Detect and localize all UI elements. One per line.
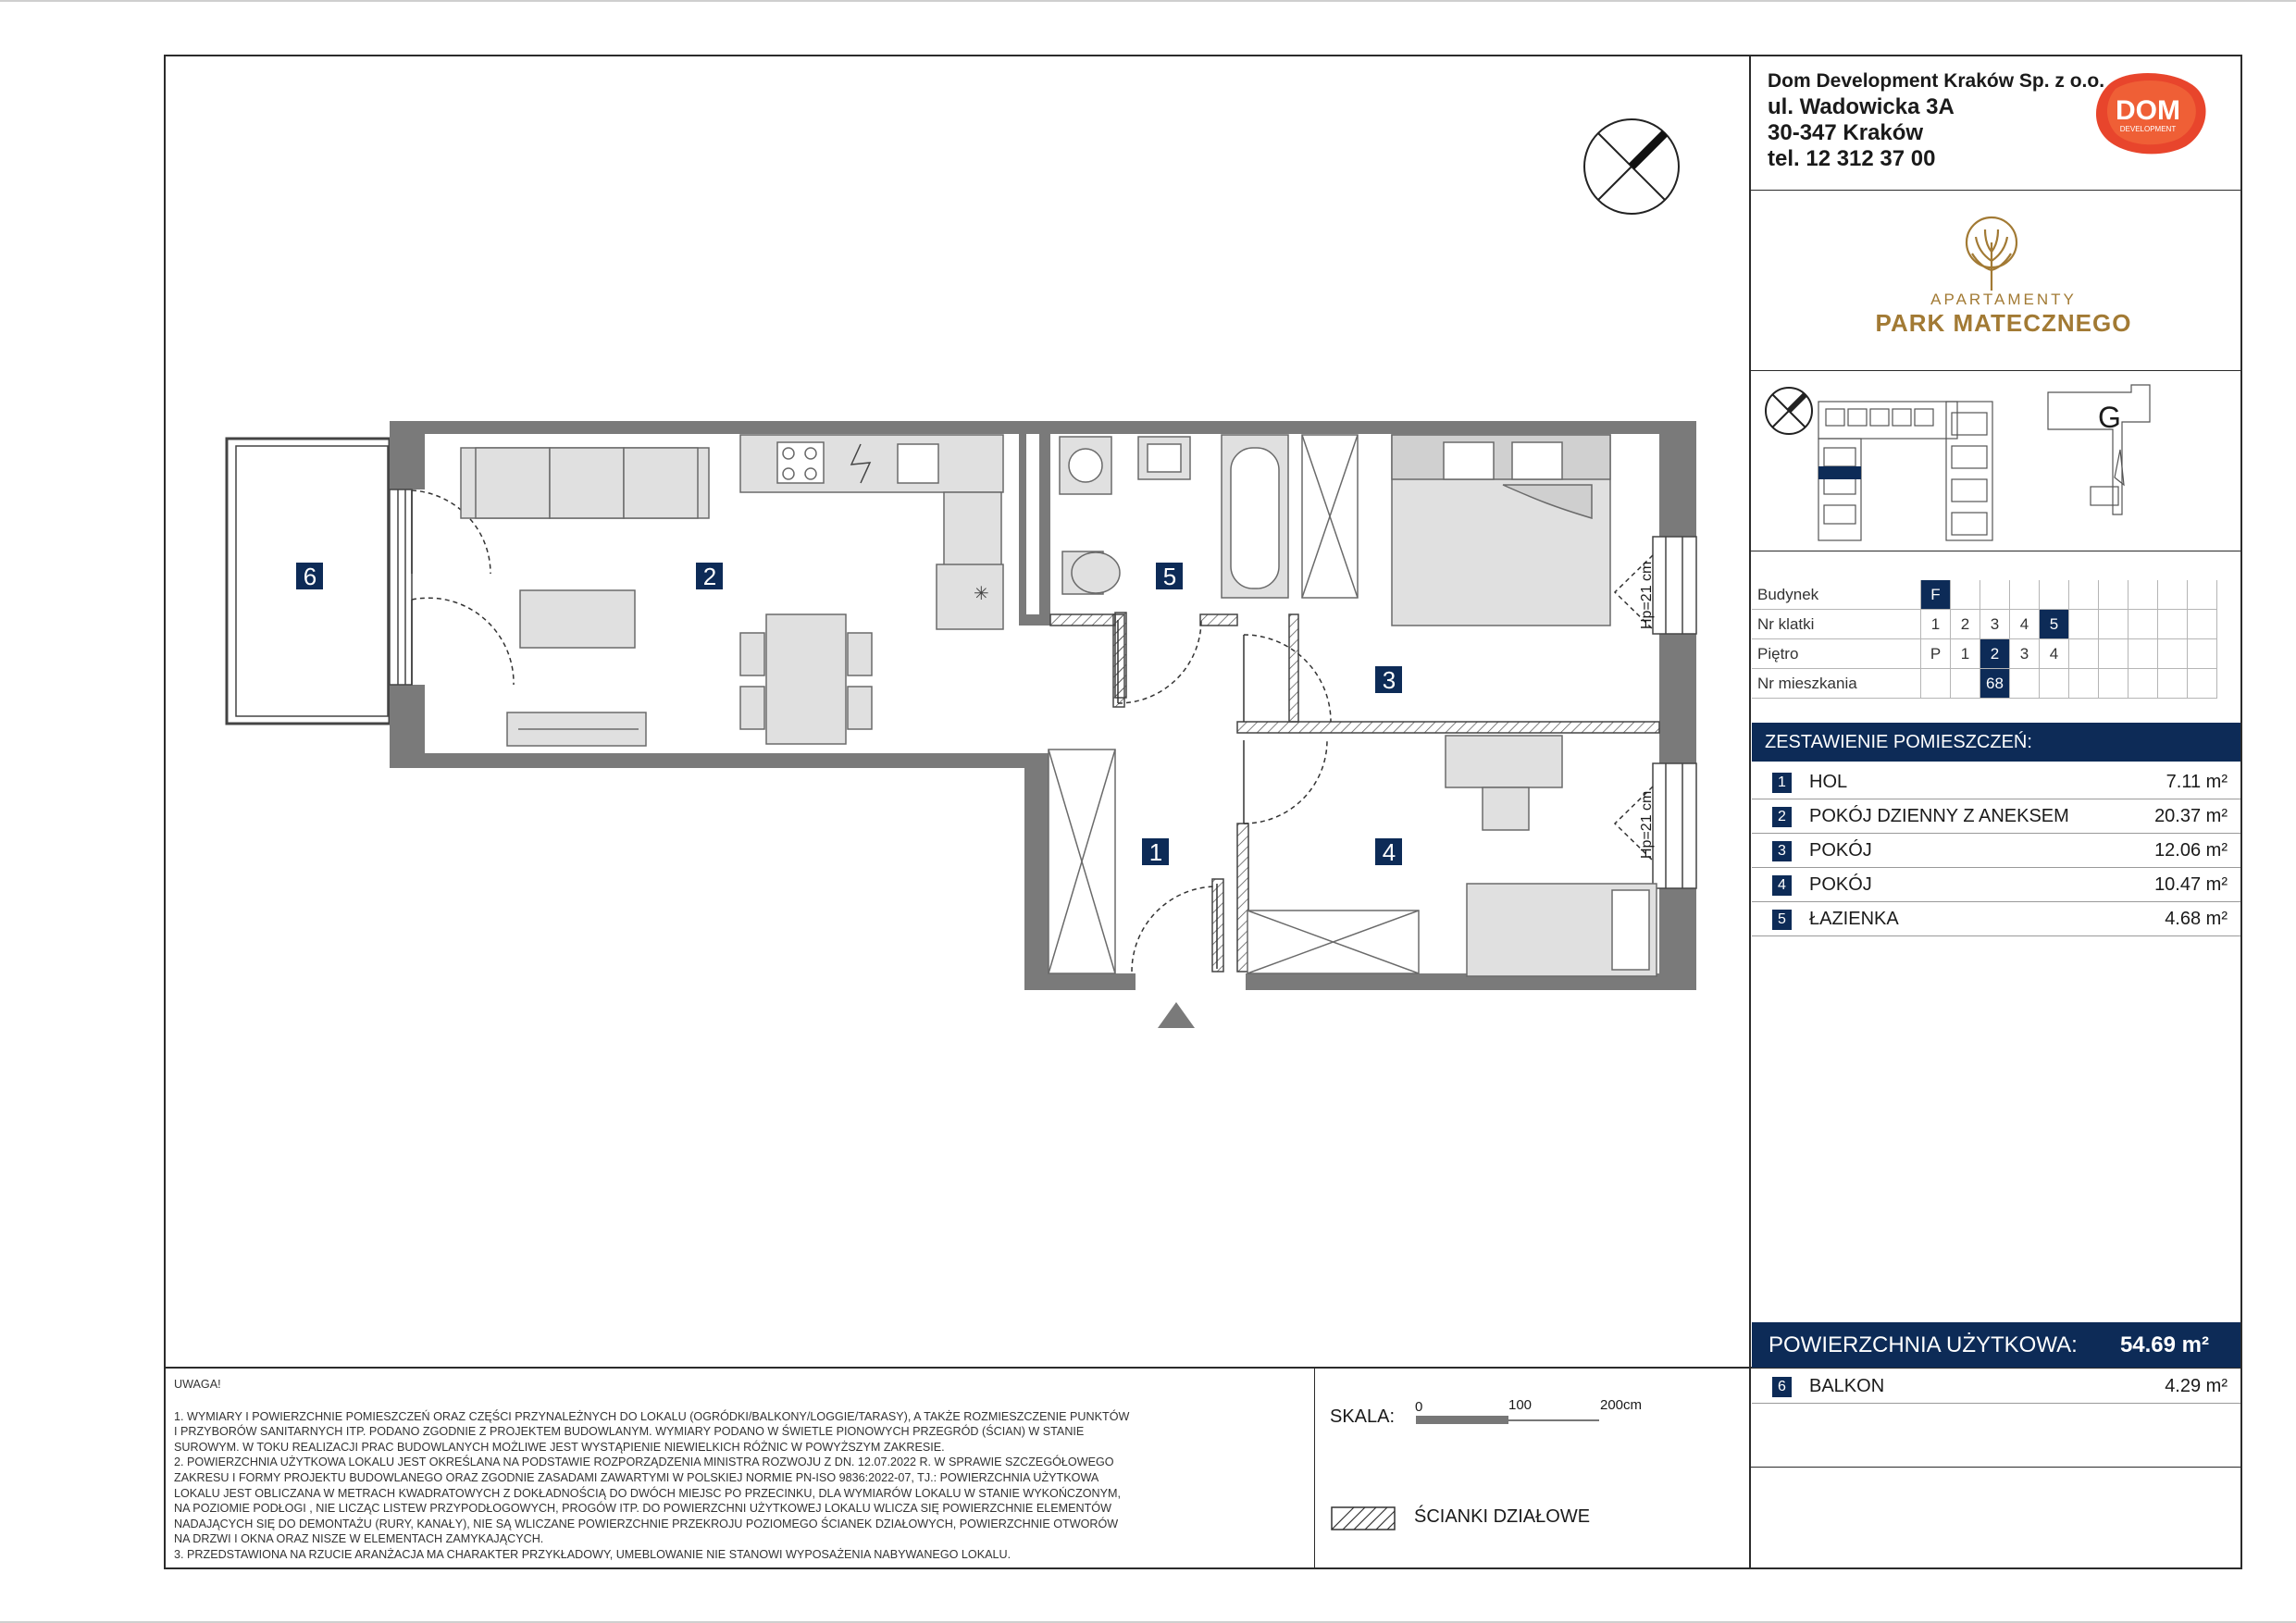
- room-area: 4.29 m²: [2165, 1376, 2228, 1396]
- scale-tick: 0: [1415, 1399, 1423, 1415]
- pietro-cell-selected: 2: [1980, 639, 2010, 669]
- compass-small-icon: [1766, 388, 1812, 434]
- room-name: ŁAZIENKA: [1809, 909, 1899, 929]
- mieszkanie-value: 68: [1980, 669, 2010, 699]
- notes-line: NA DRZWI I OKNA ORAZ NISZE W ELEMENTACH ZAMYKAJĄCYCH.: [174, 1532, 544, 1546]
- room-tag-label: 5: [1162, 563, 1177, 590]
- building-g-label: G: [2098, 401, 2121, 434]
- site-plan-map: [1752, 376, 2242, 548]
- dom-development-logo: [2090, 68, 2210, 155]
- notes-line: I PRZYBORÓW SANITARNYCH ITP. PODANO ZGODNIE Z PROJEKTEM BUDOWLANYM. WYMIARY PODANO W ŚWIETLE PIONOWYCH PRZEGRÓD (ŚCIAN) W STANIE: [174, 1425, 1085, 1439]
- scale-tick: 100: [1508, 1397, 1533, 1413]
- project-title: PARK MATECZNEGO: [1875, 309, 2132, 337]
- room-row: [1752, 799, 2240, 834]
- room-area: 4.68 m²: [2165, 909, 2228, 929]
- company-name: Dom Development Kraków Sp. z o.o.: [1768, 70, 2105, 92]
- pietro-cell: 1: [1951, 639, 1980, 669]
- room-row: [1752, 834, 2240, 868]
- company-phone: tel. 12 312 37 00: [1768, 146, 1936, 171]
- room-tag-label: 3: [1382, 666, 1396, 694]
- project-brand: [1749, 205, 2258, 338]
- row-mieszkanie: [1752, 669, 2217, 699]
- klatki-label: Nr klatki: [1752, 610, 1921, 639]
- company-city: 30-347 Kraków: [1768, 120, 1924, 145]
- legend-label: ŚCIANKI DZIAŁOWE: [1414, 1506, 1591, 1527]
- room-row: [1752, 868, 2240, 902]
- rooms-header: ZESTAWIENIE POMIESZCZEŃ:: [1752, 723, 2240, 762]
- room-area: 20.37 m²: [2154, 806, 2228, 826]
- pietro-label: Piętro: [1752, 639, 1921, 669]
- klatka-cell-selected: 5: [2040, 610, 2069, 639]
- notes-line: 1. WYMIARY I POWIERZCHNIE POMIESZCZEŃ ORAZ CZĘŚCI PRZYNALEŻNYCH DO LOKALU (OGRÓDKI/BALKONY/LOGGIE/TARASY), A TAKŻE ROZMIESZCZENIE PUNKTÓW: [174, 1409, 1130, 1423]
- project-subtitle: APARTAMENTY: [1930, 291, 2077, 308]
- budynek-value: F: [1921, 580, 1951, 610]
- room-number-badge: 2: [1772, 807, 1792, 827]
- room-name: BALKON: [1809, 1376, 1885, 1396]
- total-area-bar: [1752, 1322, 2240, 1368]
- row-budynek: [1752, 580, 2217, 610]
- notes-line: ZAKRESU I FORMY PROJEKTU BUDOWLANEGO ORAZ ZGODNIE ZASADAMI ZAWARTYMI W POLSKIEJ NORMIE PN-ISO 9836:2022-07, TJ.: POWIERZCHNIA UŻYTKOWA: [174, 1470, 1099, 1484]
- unit-info-table: [1752, 580, 2217, 699]
- room-number-badge: 6: [1772, 1377, 1792, 1397]
- room-name: POKÓJ DZIENNY Z ANEKSEM: [1809, 806, 2069, 826]
- mieszkanie-label: Nr mieszkania: [1752, 669, 1921, 699]
- room-tag-label: 1: [1148, 838, 1163, 866]
- scale-tick: 200cm: [1600, 1397, 1643, 1413]
- room-tag-label: 6: [303, 563, 317, 590]
- scale-label: SKALA:: [1330, 1406, 1396, 1427]
- notes-line: NADAJĄCYCH SIĘ DO DEMONTAŻU (RURY, KANAŁY), NIE SĄ WLICZANE POWIERZCHNIE PRZEKROJU POZIOMEGO ŚCIANEK DZIAŁOWYCH, POWIERZCHNIE OTWORÓW: [174, 1517, 1119, 1530]
- notes-line: 2. POWIERZCHNIA UŻYTKOWA LOKALU JEST OKREŚLANA NA PODSTAWIE ROZPORZĄDZENIA MINISTRA ROZWOJU Z DN. 12.07.2022 R. W SPRAWIE SZCZEGÓŁOWEGO: [174, 1456, 1114, 1469]
- klatka-cell: 2: [1951, 610, 1980, 639]
- klatka-cell: 4: [2010, 610, 2040, 639]
- company-street: ul. Wadowicka 3A: [1768, 94, 1955, 119]
- room-area: 10.47 m²: [2154, 874, 2228, 895]
- divider: [1749, 190, 2242, 191]
- notes-line: NA POZIOMIE PODŁOGI , NIE LICZĄC LISTEW PRZYPODŁOGOWYCH, PROGÓW ITP. DO POWIERZCHNI UŻYTKOWEJ LOKALU WLICZA SIĘ POWIERZCHNIE ELEMENTÓW: [174, 1502, 1111, 1516]
- scale-bar: [1416, 1414, 1601, 1427]
- divider: [1314, 1367, 1315, 1569]
- room-number-badge: 4: [1772, 875, 1792, 896]
- pietro-cell: 3: [2010, 639, 2040, 669]
- window-height-label: Hp=21 cm: [1639, 561, 1655, 629]
- total-area-label: POWIERZCHNIA UŻYTKOWA:: [1769, 1332, 2078, 1357]
- budynek-label: Budynek: [1752, 580, 1921, 610]
- total-area-value: 54.69 m²: [2119, 1332, 2209, 1357]
- room-row: [1752, 902, 2240, 936]
- logo-text: DOM: [2116, 95, 2180, 126]
- row-pietro: [1752, 639, 2217, 669]
- divider: [1749, 370, 2242, 371]
- room-row: [1752, 765, 2240, 799]
- room-number-badge: 3: [1772, 841, 1792, 861]
- klatka-cell: 3: [1980, 610, 2010, 639]
- company-info: [1768, 68, 2104, 172]
- logo-subtext: DEVELOPMENT: [2119, 125, 2177, 133]
- notes-block: [174, 1377, 1285, 1563]
- room-tag-label: 4: [1382, 838, 1396, 866]
- compass-icon: [1584, 119, 1679, 214]
- room-number-badge: 1: [1772, 773, 1792, 793]
- entrance-marker-icon: [1158, 1002, 1195, 1028]
- window-height-label: Hp=21 cm: [1639, 790, 1655, 859]
- divider: [1749, 1467, 2242, 1468]
- balcony-row: [1752, 1369, 2240, 1404]
- notes-line: LOKALU JEST OBLICZANA W METRACH KWADRATOWYCH Z DOKŁADNOŚCIĄ DO DWÓCH MIEJSC PO PRZECINKU, DLA WYMIARÓW LOKALU W STANIE WYKOŃCZONYM,: [174, 1486, 1122, 1500]
- room-number-badge: 5: [1772, 910, 1792, 930]
- notes-line: SUROWYM. W TOKU REALIZACJI PRAC BUDOWLANYCH MOŻLIWE JEST WYSTĄPIENIE NIEWIELKICH RÓŻNIC W POWYŻSZYM ZAKRESIE.: [174, 1440, 945, 1454]
- room-area: 12.06 m²: [2154, 840, 2228, 861]
- furniture: [461, 435, 1657, 976]
- room-area: 7.11 m²: [2166, 772, 2228, 792]
- notes-line: 3. PRZEDSTAWIONA NA RZUCIE ARANŻACJA MA CHARAKTER PRZYKŁADOWY, UMEBLOWANIE NIE STANOWI WYPOSAŻENIA NABYWANEGO LOKALU.: [174, 1547, 1011, 1561]
- notes-title: UWAGA!: [174, 1378, 221, 1391]
- row-klatki: [1752, 610, 2217, 639]
- partition-legend-swatch: [1331, 1506, 1396, 1530]
- room-tag-label: 2: [702, 563, 717, 590]
- room-name: POKÓJ: [1809, 840, 1872, 861]
- pietro-cell: P: [1921, 639, 1951, 669]
- room-name: HOL: [1809, 772, 1848, 792]
- klatka-cell: 1: [1921, 610, 1951, 639]
- room-name: POKÓJ: [1809, 874, 1872, 895]
- pietro-cell: 4: [2040, 639, 2069, 669]
- svg-text:✳: ✳: [974, 582, 989, 604]
